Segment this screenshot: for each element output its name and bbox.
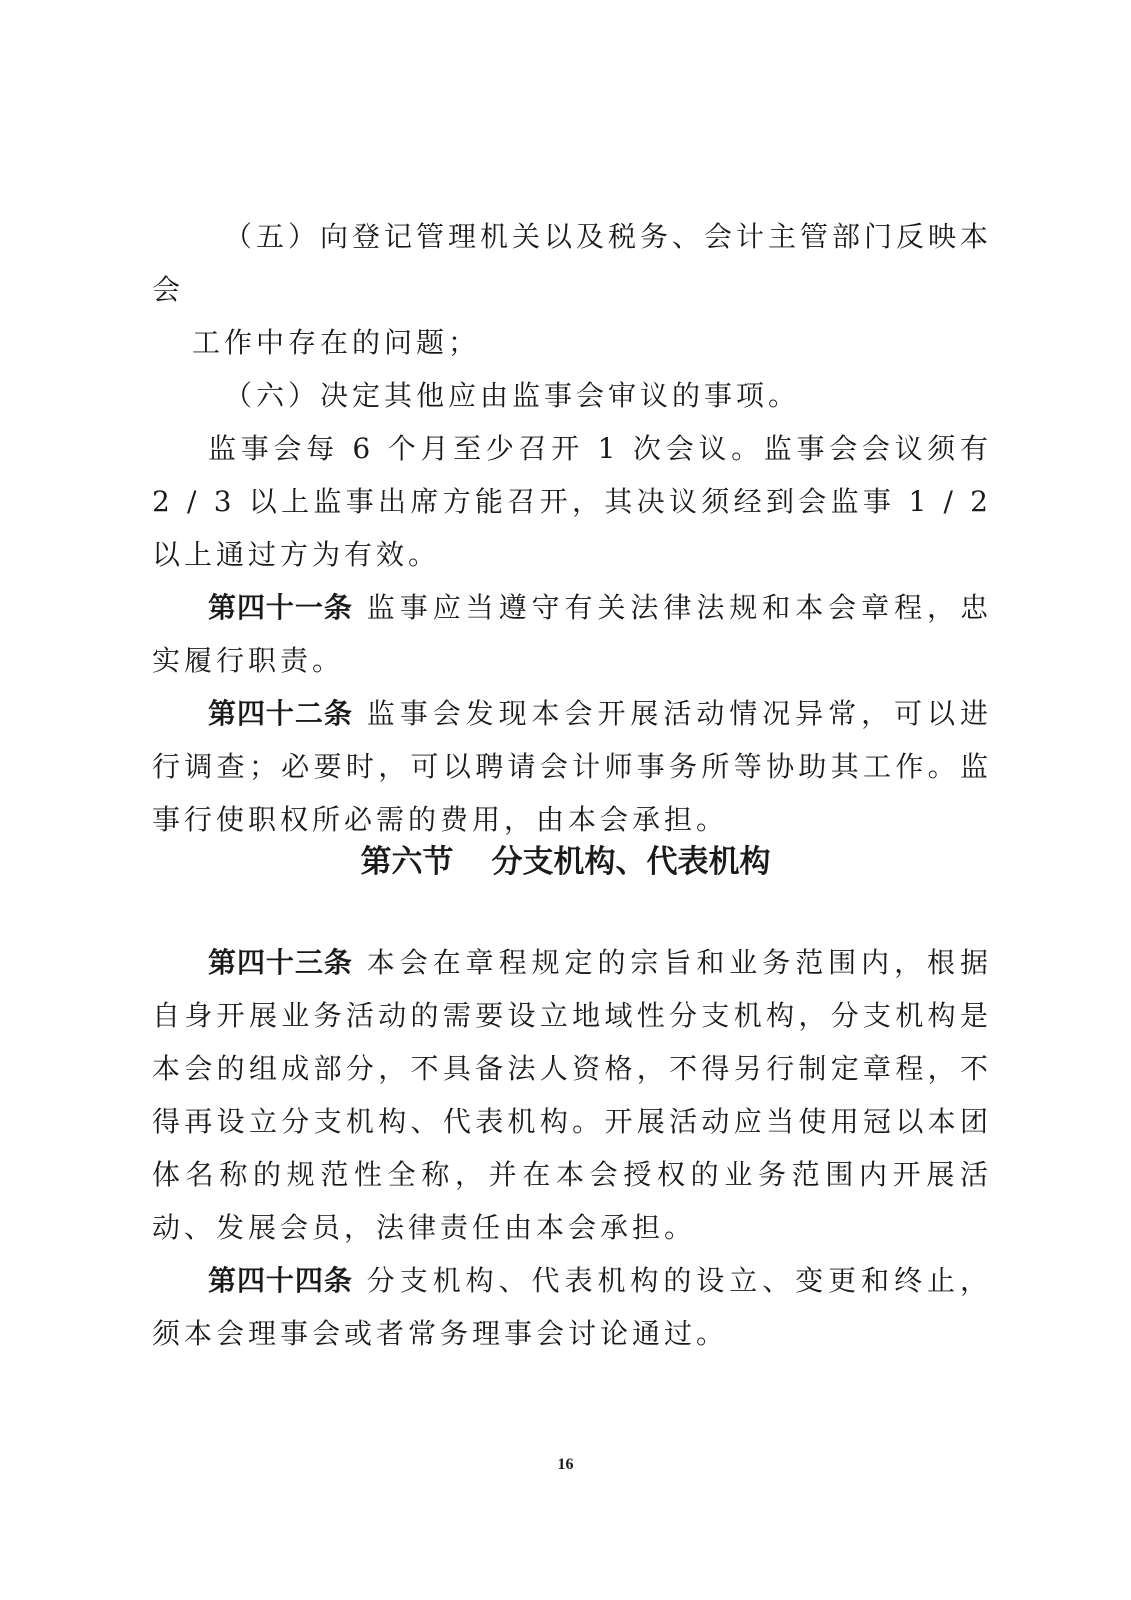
article-43-text: 本会在章程规定的宗旨和业务范围内，根据自身开展业务活动的需要设立地域性分支机构，分支机构是本会的组成部分，不具备法人资格，不得另行制定章程，不得再设立分支机构、代表机构。开展活动应当使用冠以本团体名称的规范性全称，并在本会授权的业务范围内开展活动、发展会员，法律责任由本会承担。 bbox=[152, 946, 992, 1244]
article-44-text: 分支机构、代表机构的设立、变更和终止，须本会理事会或者常务理事会讨论通过。 bbox=[152, 1264, 992, 1350]
article-42-text: 监事会发现本会开展活动情况异常，可以进行调查；必要时，可以聘请会计师事务所等协助其工作。监事行使职权所必需的费用，由本会承担。 bbox=[152, 697, 992, 836]
item-six-text: （六）决定其他应由监事会审议的事项。 bbox=[224, 379, 801, 412]
article-43-label: 第四十三条 bbox=[208, 946, 353, 979]
section-name: 分支机构、代表机构 bbox=[491, 844, 771, 880]
article-42 bbox=[152, 687, 992, 846]
article-43 bbox=[152, 936, 992, 1254]
article-44 bbox=[152, 1254, 992, 1360]
article-42-label: 第四十二条 bbox=[208, 697, 353, 730]
article-44-label: 第四十四条 bbox=[208, 1264, 353, 1297]
section-heading bbox=[0, 836, 1131, 881]
item-five-line2 bbox=[152, 316, 992, 369]
item-five-line1 bbox=[152, 210, 992, 316]
item-five-text: （五）向登记管理机关以及税务、会计主管部门反映本会 bbox=[152, 220, 993, 306]
article-41-label: 第四十一条 bbox=[208, 591, 353, 624]
article-41 bbox=[152, 581, 992, 687]
item-six bbox=[152, 369, 992, 422]
article-41-text: 监事应当遵守有关法律法规和本会章程，忠实履行职责。 bbox=[152, 591, 992, 677]
meeting-rules-text: 监事会每 6 个月至少召开 1 次会议。监事会会议须有 2 / 3 以上监事出席方能召开，其决议须经到会监事 1 / 2 以上通过方为有效。 bbox=[152, 432, 992, 571]
item-five-continuation: 工作中存在的问题； bbox=[192, 326, 481, 359]
section-number: 第六节 bbox=[360, 844, 454, 880]
text-block-upper bbox=[152, 210, 992, 846]
text-block-lower bbox=[152, 936, 992, 1360]
meeting-rules-paragraph bbox=[152, 422, 992, 581]
page-number: 16 bbox=[557, 1456, 574, 1473]
